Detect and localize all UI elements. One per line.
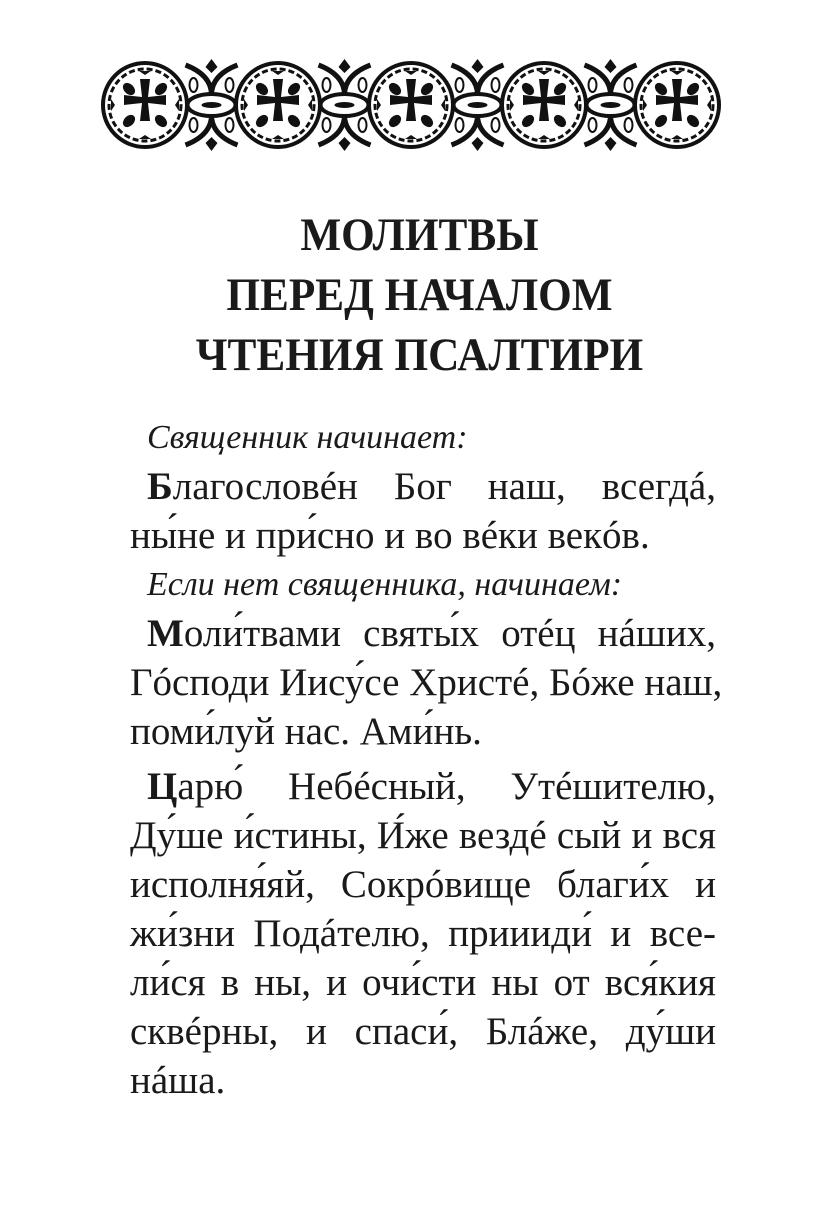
initial-letter: Б (147, 465, 173, 508)
title-line: ЧТЕНИЯ ПСАЛТИРИ (195, 329, 644, 381)
cross-medallion-icon (502, 63, 586, 147)
leaf-connector-icon (585, 59, 637, 151)
paragraph-first-line (130, 762, 716, 811)
rubric: Если нет священника, начинаем: (147, 566, 623, 603)
text-line: поми́луй нас. Ами́нь. (130, 710, 482, 753)
leaf-connector-icon (319, 59, 371, 151)
cross-medallion-icon (369, 63, 453, 147)
text-line: ли́ся в ны, и очи́сти ны от вся́кия (130, 961, 716, 1004)
text-line: жи́зни Подáтелю, приииди́ и все- (130, 912, 716, 955)
text-line: Гóсподи Иису́се Христé, Бóже наш, (130, 661, 723, 704)
cross-medallion-icon (635, 63, 719, 147)
text-line: Ду́ше и́стины, И́же вездé сый и вся (130, 814, 716, 857)
text-line: ны́не и при́сно и во вéки векóв. (130, 514, 650, 557)
text-line: нáша. (130, 1059, 226, 1102)
leaf-connector-icon (186, 59, 238, 151)
cross-ornament-band (100, 55, 730, 155)
title-line: МОЛИТВЫ (300, 209, 539, 261)
text-line: исполня́яй, Сокрóвище благи́х и (130, 863, 716, 906)
line-text: арю́ Небéсный, Утéшителю, (177, 765, 716, 808)
initial-letter: М (147, 612, 184, 655)
cross-medallion-icon (236, 63, 320, 147)
rubric: Священник начинает: (147, 419, 468, 456)
paragraph-first-line (130, 462, 716, 511)
cross-medallion-icon (103, 63, 187, 147)
text-line: сквéрны, и спаси́, Блáже, ду́ши (130, 1010, 716, 1053)
leaf-connector-icon (452, 59, 504, 151)
line-text: лагословéн Бог наш, всегдá, (172, 465, 716, 508)
paragraph-first-line (130, 609, 716, 658)
prayer-text (130, 413, 723, 1105)
initial-letter: Ц (147, 765, 178, 808)
title-line: ПЕРЕД НАЧАЛОМ (226, 269, 613, 321)
line-text: оли́твами святы́х отéц нáших, (183, 612, 716, 655)
page-title (0, 205, 839, 385)
